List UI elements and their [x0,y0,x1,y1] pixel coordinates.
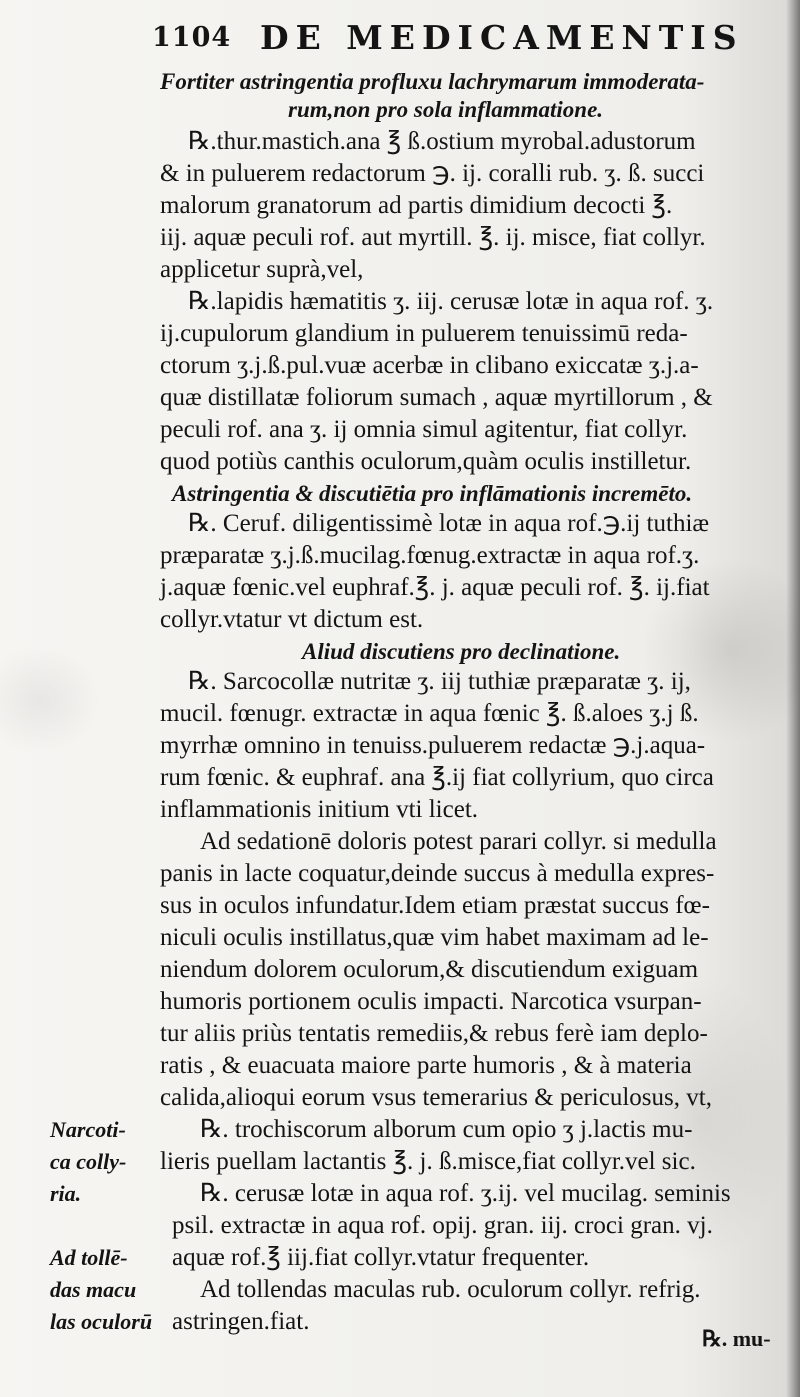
text-line: peculi rof. ana ʒ. ij omnia simul agitentur, fiat collyr. [160,416,688,443]
text-line: & in puluerem redactorum ℈. ij. coralli rub. ʒ. ß. succi [160,160,705,187]
subheading-line: Astringentia & discutiētia pro inflāmationis incremēto. [172,481,693,506]
text-line: ℞. Sarcocollæ nutritæ ʒ. iij tuthiæ præparatæ ʒ. ij, [188,668,691,695]
text-line: psil. extractæ in aqua rof. opij. gran. iij. croci gran. vj. [172,1212,713,1239]
margin-note: das macu [50,1277,137,1302]
subheading-line: Fortiter astringentia profluxu lachrymarum immoderata- [160,69,705,94]
text-line: ratis , & euacuata maiore parte humoris , & à materia [160,1052,692,1079]
text-line: myrrhæ omnino in tenuiss.puluerem redactæ ℈.j.aqua- [160,732,706,759]
margin-note: Ad tollē- [50,1245,128,1270]
text-line: humoris portionem oculis impacti. Narcotica vsurpan- [160,988,702,1015]
text-line: ij.cupulorum glandium in puluerem tenuissimū reda- [160,320,688,347]
text-line: niculi oculis instillatus,quæ vim habet maximam ad le- [160,924,709,951]
page-number: 1104 [152,22,232,53]
text-line: ℞.thur.mastich.ana ℥ ß.ostium myrobal.adustorum [188,128,696,155]
margin-note: Narcoti- [50,1117,126,1142]
text-line: iij. aquæ peculi rof. aut myrtill. ℥. ij. misce, fiat collyr. [160,224,706,251]
subheading-line: rum,non pro sola inflammatione. [288,97,604,122]
text-line: rum fœnic. & euphraf. ana ℥.ij fiat collyrium, quo circa [160,764,714,791]
text-line: præparatæ ʒ.j.ß.mucilag.fœnug.extractæ in aqua rof.ʒ. [160,542,700,569]
text-line: collyr.vtatur vt dictum est. [160,606,424,633]
running-title: DE MEDICAMENTIS [260,18,744,57]
text-line: quæ distillatæ foliorum sumach , aquæ myrtillorum , & [160,384,713,411]
text-line: Ad sedationē doloris potest parari collyr. si medulla [200,828,717,855]
page-edge-shadow [786,0,800,1397]
text-line: astringen.fiat. [172,1308,310,1335]
text-line: ℞. trochiscorum alborum cum opio ʒ j.lactis mu- [200,1116,693,1143]
margin-note: ca colly- [50,1149,127,1174]
text-line: panis in lacte coquatur,deinde succus à medulla expres- [160,860,715,887]
subheading-line: Aliud discutiens pro declinatione. [302,639,621,664]
text-line: malorum granatorum ad partis dimidium decocti ℥. [160,192,673,219]
text-line: quod potiùs canthis oculorum,quàm oculis instilletur. [160,448,692,475]
text-line: ℞. cerusæ lotæ in aqua rof. ʒ.ij. vel mucilag. seminis [200,1180,731,1207]
catchword: ℞. mu- [702,1326,771,1351]
text-line: Ad tollendas maculas rub. oculorum collyr. refrig. [200,1276,701,1303]
page-header [152,12,792,60]
text-line: ℞. Ceruf. diligentissimè lotæ in aqua rof.℈.ij tuthiæ [188,510,710,537]
text-line: ctorum ʒ.j.ß.pul.vuæ acerbæ in clibano exiccatæ ʒ.j.a- [160,352,699,379]
text-line: tur aliis priùs tentatis remediis,& rebus ferè iam deplo- [160,1020,708,1047]
text-line: aquæ rof.℥ iij.fiat collyr.vtatur frequenter. [172,1244,590,1271]
text-line: niendum dolorem oculorum,& discutiendum exiguam [160,956,699,983]
margin-note: las oculorū [50,1309,153,1334]
text-line: mucil. fœnugr. extractæ in aqua fœnic ℥. ß.aloes ʒ.j ß. [160,700,699,727]
text-line: sus in oculos infundatur.Idem etiam præstat succus fœ- [160,892,710,919]
margin-note: ria. [50,1181,82,1206]
text-line: ℞.lapidis hæmatitis ʒ. iij. cerusæ lotæ in aqua rof. ʒ. [188,288,714,315]
text-line: j.aquæ fœnic.vel euphraf.℥. j. aquæ peculi rof. ℥. ij.fiat [160,574,710,601]
text-line: applicetur suprà,vel, [160,256,364,283]
text-line: lieris puellam lactantis ℥. j. ß.misce,fiat collyr.vel sic. [160,1148,696,1175]
text-line: inflammationis initium vti licet. [160,796,479,823]
text-line: calida,alioqui eorum vsus temerarius & periculosus, vt, [160,1084,712,1111]
